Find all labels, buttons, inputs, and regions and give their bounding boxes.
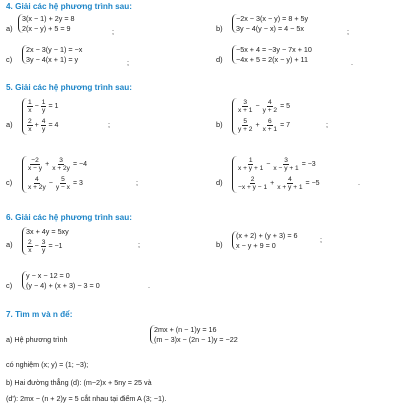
system-4c-tail: ; — [127, 58, 129, 67]
system-4d-eq1: −5x + 4 = −3y − 7x + 10 — [236, 45, 312, 54]
problem-4c-label: c) — [6, 55, 13, 64]
right-hand-side: = 7 — [280, 121, 290, 129]
system-5a-tail: ; — [108, 120, 110, 129]
section-5-title: Giải các hệ phương trình sau: — [15, 83, 132, 92]
right-hand-side: = −5 — [305, 179, 320, 187]
system-4a — [18, 14, 75, 33]
fraction — [27, 176, 47, 192]
system-6a-eq1: 3x + 4y = 5xy — [26, 227, 69, 236]
system-5b-row2 — [236, 118, 290, 134]
operator: − — [34, 103, 39, 111]
system-6a — [22, 227, 69, 255]
system-5d — [232, 156, 320, 193]
fraction — [262, 99, 278, 115]
denominator: x + y + 1 — [277, 184, 303, 192]
system-5a-row2 — [26, 118, 58, 134]
numerator: 5 — [243, 117, 248, 125]
section-6-heading — [6, 213, 132, 222]
right-hand-side: = 5 — [280, 103, 290, 111]
denominator: y − x — [55, 184, 70, 192]
right-hand-side: = 4 — [48, 121, 59, 129]
fraction — [237, 99, 253, 115]
denominator: x + 2y — [52, 165, 70, 173]
operator: − — [48, 179, 53, 187]
system-7a-eq1: 2mx + (n − 1)y = 16 — [154, 325, 217, 334]
denominator: x + 1 — [262, 126, 278, 134]
system-4b-eq1: −2x − 3(x − y) = 8 + 5y — [236, 14, 309, 23]
system-6c — [22, 271, 100, 290]
section-7-heading — [6, 310, 72, 319]
operator: − — [266, 161, 271, 169]
fraction — [51, 157, 71, 173]
system-6c-eq1: y − x − 12 = 0 — [26, 271, 70, 280]
right-hand-side: = 1 — [48, 103, 59, 111]
problem-4b-label: b) — [216, 24, 223, 33]
problem-5a-label: a) — [6, 120, 13, 129]
fraction — [41, 99, 47, 115]
section-7-title: Tìm m và n để: — [15, 310, 73, 319]
numerator: 4 — [41, 117, 46, 125]
problem-4a-label: a) — [6, 24, 13, 33]
section-4-heading — [6, 2, 132, 11]
numerator: 3 — [59, 157, 63, 164]
operator: − — [34, 242, 39, 250]
fraction — [55, 176, 71, 192]
numerator: 3 — [41, 238, 46, 246]
operator: + — [45, 161, 50, 169]
system-6b — [232, 231, 298, 250]
system-4c-eq1: 2x − 3(y − 1) = −x — [26, 45, 83, 54]
fraction — [237, 157, 264, 173]
denominator: y — [41, 247, 46, 254]
numerator: 2 — [28, 238, 32, 246]
numerator: 4 — [267, 99, 272, 106]
fraction — [41, 239, 47, 255]
system-5b-tail: ; — [326, 120, 328, 129]
fraction — [27, 239, 33, 255]
fraction — [272, 157, 299, 173]
system-4d-tail: . — [351, 58, 353, 67]
system-5c-row1 — [26, 157, 87, 173]
problem-6c-label: c) — [6, 281, 13, 290]
fraction — [27, 118, 33, 134]
denominator: y + 2 — [262, 107, 278, 115]
numerator: 6 — [267, 117, 272, 125]
problem-6a-label: a) — [6, 240, 13, 249]
system-5d-row2 — [236, 176, 320, 192]
problem-7b-line2: (d'): 2mx − (n + 2)y = 5 cắt nhau tại điểm A (3; −1). — [6, 394, 167, 403]
right-hand-side: = −1 — [48, 242, 63, 250]
fraction — [27, 157, 43, 173]
denominator: x − y + 1 — [273, 165, 299, 173]
section-5-heading — [6, 83, 132, 92]
numerator: 2 — [250, 175, 255, 183]
denominator: y + 2 — [238, 126, 253, 134]
fraction — [262, 118, 278, 134]
system-4a-eq1: 3(x − 1) + 2y = 8 — [22, 14, 75, 23]
system-6a-tail: ; — [138, 240, 140, 249]
system-5d-row1 — [236, 157, 320, 173]
system-5c-row2 — [26, 176, 87, 192]
numerator: 3 — [284, 157, 288, 164]
section-7-number: 7. — [6, 310, 13, 319]
right-hand-side: = 3 — [72, 179, 83, 187]
problem-5d-label: d) — [216, 178, 223, 187]
numerator: 4 — [288, 175, 292, 183]
denominator: x — [28, 126, 32, 134]
section-5-number: 5. — [6, 83, 13, 92]
denominator: x + 2y — [28, 184, 46, 192]
system-4d — [232, 45, 312, 64]
system-6b-tail: ; — [320, 235, 322, 244]
fraction — [237, 176, 268, 192]
system-7a-eq2: (m − 3)x − (2n − 1)y = −22 — [154, 334, 238, 344]
system-4a-tail: ; — [112, 27, 114, 36]
numerator: 2 — [28, 117, 32, 125]
system-5a — [22, 98, 58, 135]
section-6-number: 6. — [6, 213, 13, 222]
system-5a-row1 — [26, 99, 58, 115]
system-6a-row2 — [26, 239, 69, 255]
system-7a — [150, 325, 238, 344]
system-6b-eq1: (x + 2) + (y + 3) = 6 — [236, 231, 298, 240]
system-4c — [22, 45, 82, 64]
system-5b — [232, 98, 290, 135]
section-4-number: 4. — [6, 2, 13, 11]
numerator: 1 — [248, 157, 253, 164]
system-5c — [22, 156, 87, 193]
right-hand-side: = −3 — [301, 161, 316, 169]
numerator: −2 — [31, 157, 39, 164]
section-4-title: Giải các hệ phương trình sau: — [15, 2, 132, 11]
system-5d-tail: . — [358, 178, 360, 187]
denominator: x + y + 1 — [238, 165, 264, 173]
denominator: −x + y − 1 — [238, 184, 268, 192]
system-4b-eq2: 3y − 4(y − x) = 4 − 5x — [236, 23, 304, 33]
right-hand-side: = −4 — [72, 161, 87, 169]
fraction — [41, 118, 47, 134]
system-4b-tail: ; — [347, 27, 349, 36]
denominator: y — [41, 107, 46, 115]
operator: + — [270, 179, 275, 187]
denominator: x — [28, 107, 32, 115]
system-4d-eq2: −4x + 5 = 2(x − y) + 11 — [236, 54, 308, 64]
section-6-title: Giải các hệ phương trình sau: — [15, 213, 132, 222]
problem-5c-label: c) — [6, 178, 13, 187]
fraction — [276, 176, 303, 192]
operator: + — [255, 121, 260, 129]
system-4c-eq2: 3y − 4(x + 1) = y — [26, 54, 79, 64]
problem-7a-intro: a) Hệ phương trình — [6, 335, 68, 344]
operator: − — [255, 103, 260, 111]
numerator: 1 — [41, 99, 46, 106]
numerator: 4 — [35, 175, 39, 183]
operator: + — [34, 121, 39, 129]
fraction — [237, 118, 253, 134]
numerator: 1 — [28, 99, 32, 106]
system-5c-tail: ; — [136, 178, 138, 187]
problem-6b-label: b) — [216, 240, 223, 249]
problem-5b-label: b) — [216, 120, 223, 129]
numerator: 5 — [61, 175, 65, 183]
system-5b-row1 — [236, 99, 290, 115]
numerator: 3 — [243, 99, 248, 106]
denominator: x — [28, 247, 32, 254]
denominator: x + 1 — [238, 107, 253, 115]
problem-7b-line1: b) Hai đường thẳng (d): (m−2)x + 5ny = 25 và — [6, 378, 152, 387]
system-6b-eq2: x − y + 9 = 0 — [236, 240, 276, 250]
system-6c-tail: . — [148, 281, 150, 290]
system-4b — [232, 14, 308, 33]
fraction — [27, 99, 33, 115]
problem-4d-label: d) — [216, 55, 223, 64]
system-4a-eq2: 2(x − y) + 5 = 9 — [22, 23, 71, 33]
system-6c-eq2: (y − 4) + (x + 3) − 3 = 0 — [26, 280, 100, 290]
denominator: x − y — [28, 165, 43, 173]
problem-7a-note: có nghiệm (x; y) = (1; −3); — [6, 360, 89, 369]
denominator: y — [41, 126, 46, 134]
